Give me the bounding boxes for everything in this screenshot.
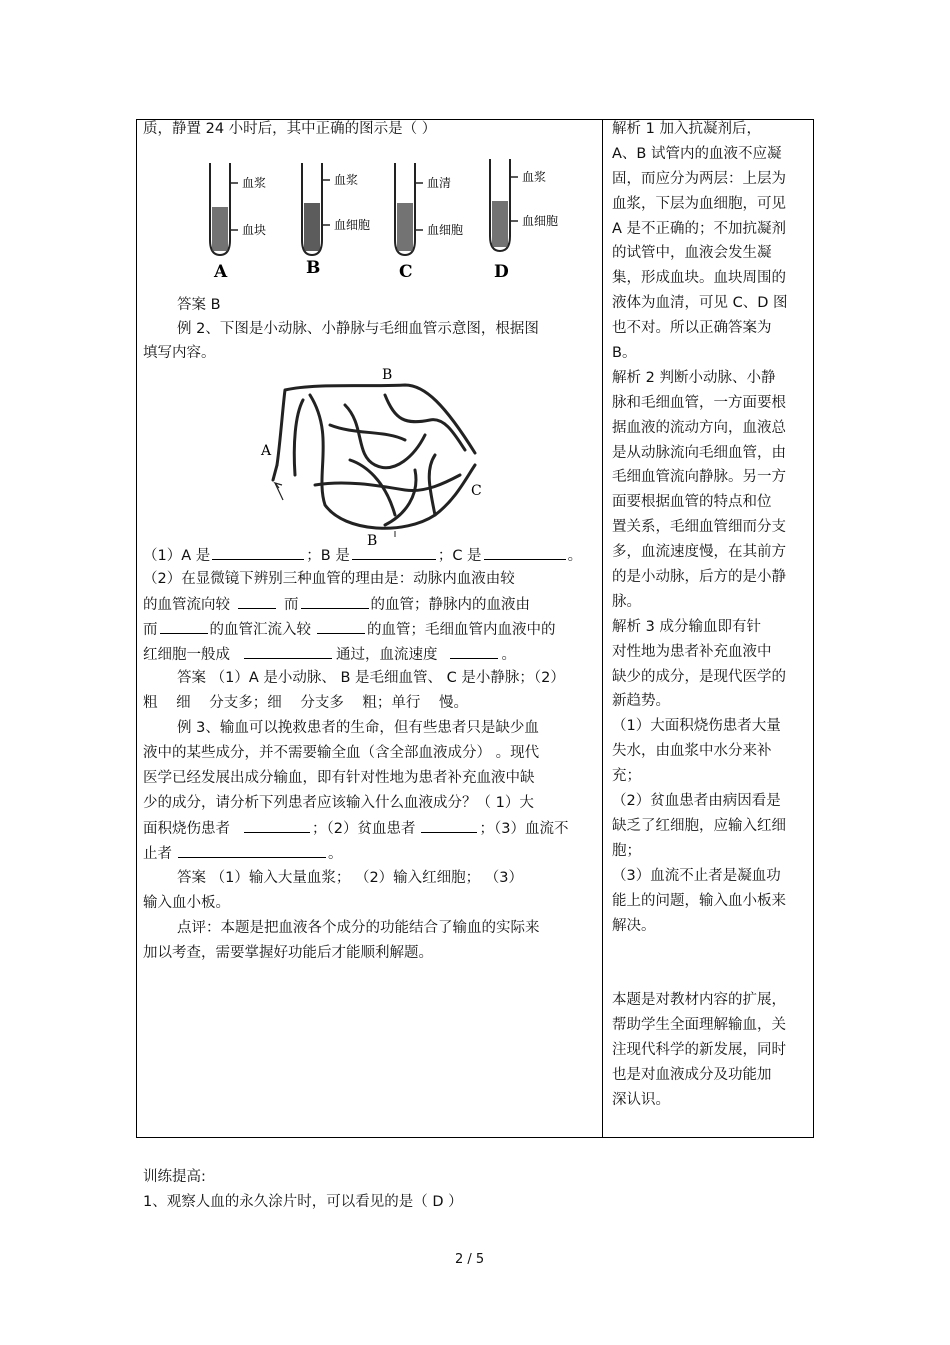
analysis-line: 胞；	[612, 842, 641, 859]
example-3-line: 液中的某些成分，并不需要输全血（含全部血液成分） 。现代	[143, 745, 540, 761]
question-2-line: 的血管流向较 而 的血管；静脉内的血液由	[143, 594, 530, 615]
analysis-line: 新趋势。	[612, 693, 670, 710]
answer-blank[interactable]	[178, 843, 326, 858]
training-heading: 训练提高:	[143, 1169, 206, 1185]
analysis-line: 多，血流速度慢，在其前方	[612, 544, 786, 561]
tube-b	[302, 163, 370, 278]
analysis-line: 也不对。所以正确答案为	[612, 320, 772, 337]
column-divider	[602, 119, 603, 1138]
tube-b-upper-label: 血浆	[334, 173, 359, 187]
tube-c-lower-label: 血细胞	[427, 223, 464, 237]
tube-c	[395, 163, 463, 282]
analysis-line: 毛细血管流向静脉。另一方	[612, 469, 786, 486]
blood-vessel-figure	[255, 365, 495, 545]
analysis-line: 解析 1 加入抗凝剂后，	[612, 121, 761, 137]
analysis-line: （3）血流不止者是凝血功	[612, 867, 781, 884]
comment-line: 点评：本题是把血液各个成分的功能结合了输血的实际来	[177, 920, 540, 936]
tube-c-upper-label: 血清	[427, 176, 452, 190]
analysis-line: 充；	[612, 768, 641, 785]
analysis-line: 对性地为患者补充血液中	[612, 643, 772, 660]
tube-a-upper-label: 血浆	[242, 176, 267, 190]
question-line: 质，静置 24 小时后，其中正确的图示是（ ）	[143, 121, 437, 137]
vessel-label-c: C	[471, 483, 482, 499]
tube-a-lower-label: 血块	[242, 223, 267, 237]
note-line: 也是对血液成分及功能加	[612, 1067, 772, 1083]
answer-blank[interactable]	[238, 594, 276, 609]
answer-2-line: 粗 细 分支多；细 分支多 粗；单行 慢。	[143, 695, 469, 711]
tube-b-letter: B	[306, 258, 321, 278]
test-tube-figure	[190, 145, 580, 285]
analysis-column	[612, 119, 788, 940]
analysis-line: 解析 3 成分输血即有针	[612, 618, 761, 635]
answer-blank[interactable]	[352, 545, 436, 560]
analysis-line: B。	[612, 345, 637, 362]
analysis-line: 集，形成血块。血块周围的	[612, 270, 786, 287]
analysis-line: 能上的问题，输入血小板来	[612, 892, 786, 909]
analysis-line: A 是不正确的；不加抗凝剂	[612, 220, 787, 237]
answer-blank[interactable]	[244, 644, 332, 659]
analysis-line: 的试管中，血液会发生凝	[612, 245, 772, 262]
vessel-label-a: A	[261, 443, 272, 459]
note-line: 深认识。	[612, 1092, 670, 1108]
question-2-line: 红细胞一般成 通过，血流速度 。	[143, 644, 516, 665]
tube-b-lower-label: 血细胞	[334, 218, 371, 232]
vessel-label-b-top: B	[382, 367, 393, 383]
tube-a-letter: A	[214, 262, 228, 282]
question-2-line: 而 的血管汇流入较 的血管；毛细血管内血液中的	[143, 619, 556, 640]
question-1-line: （1）A 是 ；B 是 ；C 是 。	[143, 545, 582, 566]
analysis-line: 血浆，下层为血细胞，可见	[612, 195, 786, 212]
page-number: 2 / 5	[455, 1252, 485, 1267]
analysis-line: 失水，由血浆中水分来补	[612, 743, 772, 760]
answer-blank[interactable]	[160, 619, 208, 634]
analysis-line: 是从动脉流向毛细血管，由	[612, 444, 786, 461]
analysis-line: 面要根据血管的特点和位	[612, 494, 772, 511]
tube-d-lower-label: 血细胞	[522, 214, 559, 228]
tube-d-upper-label: 血浆	[522, 170, 547, 184]
answer-2-line: 答案 （1）A 是小动脉、 B 是毛细血管、 C 是小静脉；（2）	[177, 670, 565, 686]
answer-3-line: 答案 （1）输入大量血浆； （2）输入红细胞； （3）	[177, 870, 524, 886]
analysis-line: 的是小动脉，后方的是小静	[612, 569, 786, 586]
example-2-line: 填写内容。	[143, 345, 216, 361]
analysis-line: 脉。	[612, 593, 641, 610]
analysis-line: 液体为血清，可见 C、D 图	[612, 295, 788, 312]
answer-blank[interactable]	[244, 818, 310, 833]
example-2-line: 例 2、下图是小动脉、小静脉与毛细血管示意图，根据图	[177, 321, 539, 337]
question-2-line: （2）在显微镜下辨别三种血管的理由是：动脉内血液由较	[143, 571, 515, 587]
analysis-line: 解析 2 判断小动脉、小静	[612, 369, 776, 386]
answer-blank[interactable]	[301, 594, 369, 609]
note-line: 注现代科学的新发展，同时	[612, 1042, 786, 1058]
analysis-line: 置关系，毛细血管细而分支	[612, 519, 786, 536]
tube-d-letter: D	[494, 262, 509, 282]
answer-blank[interactable]	[317, 619, 365, 634]
example-3-line: 例 3、输血可以挽救患者的生命，但有些患者只是缺少血	[177, 720, 539, 736]
analysis-line: （2）贫血患者由病因看是	[612, 793, 781, 810]
answer-1: 答案 B	[177, 297, 221, 313]
tube-d	[490, 159, 558, 282]
training-question-1: 1、观察人血的永久涂片时，可以看见的是（ D ）	[143, 1194, 463, 1210]
tube-c-letter: C	[399, 262, 413, 282]
analysis-line: 解决。	[612, 917, 656, 934]
vessel-label-b-bottom: B	[367, 533, 378, 545]
example-3-line: 止者 。	[143, 843, 343, 864]
analysis-line: 据血液的流动方向，血液总	[612, 419, 786, 436]
analysis-line: （1）大面积烧伤患者大量	[612, 718, 781, 735]
example-3-line: 医学已经发展出成分输血，即有针对性地为患者补充血液中缺	[143, 770, 535, 786]
answer-blank[interactable]	[484, 545, 566, 560]
answer-3-line: 输入血小板。	[143, 895, 230, 911]
note-line: 帮助学生全面理解输血，关	[612, 1017, 786, 1033]
analysis-line: A、B 试管内的血液不应凝	[612, 145, 782, 162]
analysis-line: 缺乏了红细胞，应输入红细	[612, 817, 786, 834]
note-line: 本题是对教材内容的扩展，	[612, 992, 786, 1008]
comment-line: 加以考查，需要掌握好功能后才能顺利解题。	[143, 945, 433, 961]
answer-blank[interactable]	[450, 644, 498, 659]
teaching-note	[612, 990, 786, 1115]
example-3-line: 面积烧伤患者 ；（2）贫血患者 ；（3）血流不	[143, 818, 568, 839]
answer-blank[interactable]	[421, 818, 477, 833]
analysis-line: 缺少的成分，是现代医学的	[612, 668, 786, 685]
example-3-line: 少的成分，请分析下列患者应该输入什么血液成分？（ 1）大	[143, 795, 534, 811]
analysis-line: 固，而应分为两层：上层为	[612, 170, 786, 187]
analysis-line: 脉和毛细血管，一方面要根	[612, 394, 786, 411]
tube-a	[210, 163, 266, 282]
answer-blank[interactable]	[212, 545, 304, 560]
